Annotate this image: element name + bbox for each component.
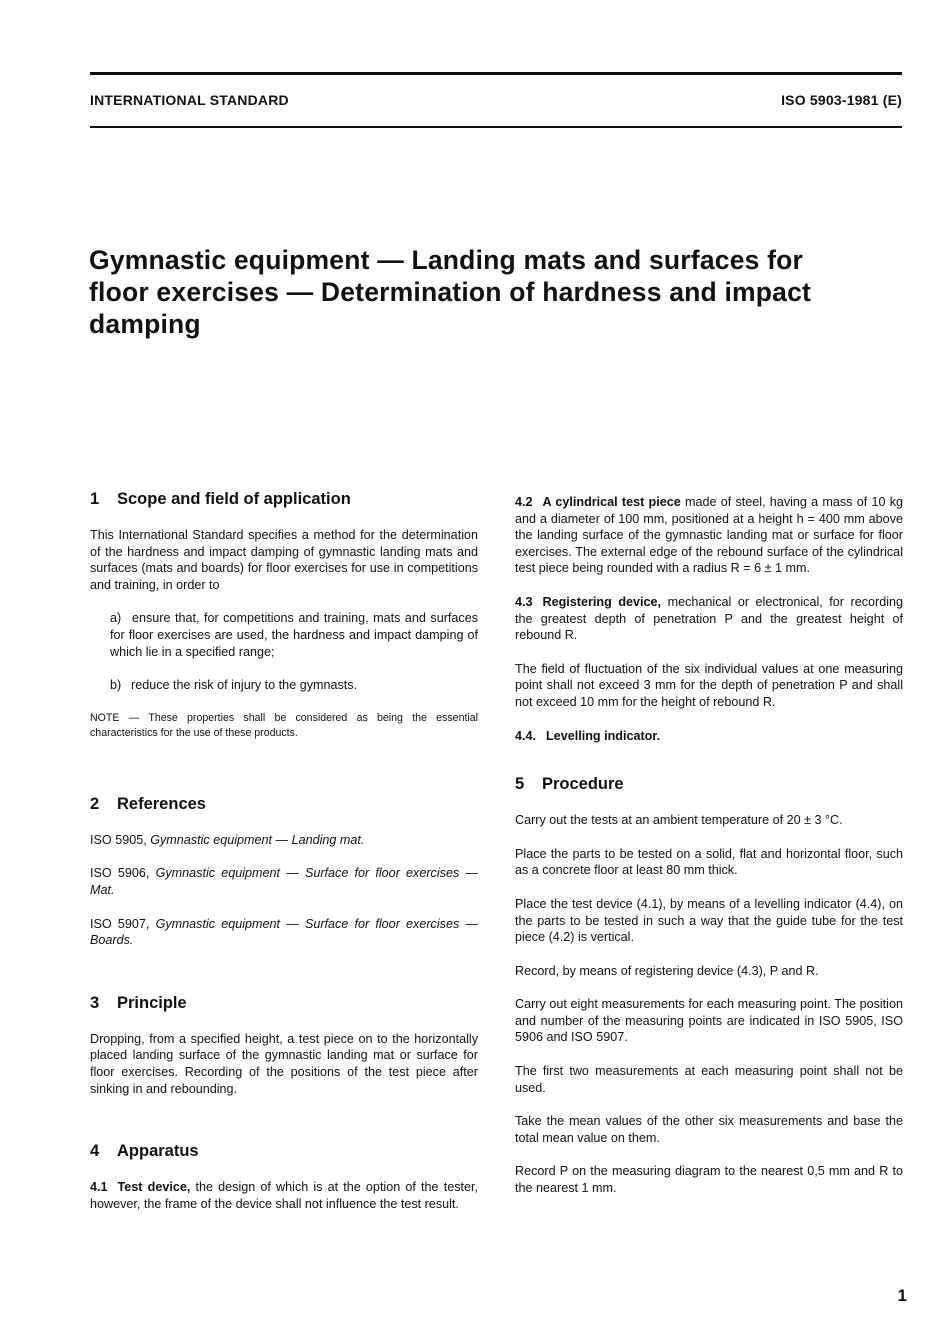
- procedure-paragraph: Record P on the measuring diagram to the nearest 0,5 mm and R to the nearest 1 mm.: [515, 1164, 903, 1196]
- section-number: 2: [90, 794, 100, 813]
- procedure-paragraph: Place the parts to be tested on a solid, flat and horizontal floor, such as a concrete floor at least 80 mm thick.: [515, 846, 903, 878]
- reference-title: Gymnastic equipment — Landing mat.: [150, 832, 365, 847]
- fluctuation-paragraph: The field of fluctuation of the six individual values at one measuring point shall not exceed 3 mm for the depth of penetration P and shall not exceed 10 mm for the height of rebound R.: [515, 661, 903, 709]
- title-line-3: damping: [89, 309, 201, 339]
- clause-lead: Levelling indicator.: [546, 728, 661, 743]
- reference-code: ISO 5907,: [90, 916, 150, 931]
- title-line-1: Gymnastic equipment — Landing mats and surfaces for: [89, 245, 804, 275]
- section-heading: [90, 993, 478, 1013]
- procedure-paragraph: Place the test device (4.1), by means of a levelling indicator (4.4), on the parts to be tested in such a way that the guide tube for the test piece (4.2) is vertical.: [515, 896, 903, 945]
- reference-item: [90, 865, 478, 898]
- reference-title: Gymnastic equipment — Surface for floor exercises — Boards.: [90, 916, 479, 948]
- clause-number: 4.3: [515, 594, 533, 609]
- clause-text: mechanical or electronical, for recording the greatest depth of penetration P and the greatest height of rebound R.: [515, 594, 904, 643]
- reference-title: Gymnastic equipment — Surface for floor exercises — Mat.: [90, 866, 479, 897]
- document-title: [89, 244, 909, 340]
- section-scope: [90, 489, 478, 742]
- section-number: 3: [90, 993, 100, 1012]
- header-standard-number: ISO 5903-1981 (E): [781, 92, 902, 108]
- page-number: 1: [897, 1286, 907, 1305]
- clause-4-3: [515, 594, 903, 644]
- clause-lead: A cylindrical test piece: [542, 495, 681, 509]
- reference-code: ISO 5906,: [90, 866, 150, 881]
- section-number: 1: [90, 490, 100, 508]
- section-number: 5: [515, 775, 525, 794]
- section-title: Procedure: [542, 775, 624, 794]
- principle-paragraph: Dropping, from a specified height, a test piece on to the horizontally placed landing surface of the gymnastic landing mat or surface for floor exercises. Recording of the positions of the test piece after sinking in and rebounding.: [90, 1031, 478, 1096]
- header-top-rule: [90, 72, 902, 75]
- section-apparatus: [90, 1141, 478, 1212]
- clause-number: 4.2: [515, 495, 533, 509]
- reference-code: ISO 5905,: [90, 832, 147, 847]
- reference-item: [90, 832, 478, 849]
- procedure-paragraph: Take the mean values of the other six measurements and base the total mean value on them.: [515, 1114, 903, 1145]
- header-bottom-rule: [90, 126, 902, 128]
- section-heading: [515, 774, 903, 794]
- section-principle: [90, 993, 478, 1097]
- list-item: b) reduce the risk of injury to the gymnasts.: [110, 678, 358, 693]
- clause-text: the design of which is at the option of the tester, however, the frame of the device shall not influence the test result.: [90, 1180, 478, 1211]
- clause-4-2: [515, 494, 903, 577]
- right-column: [515, 494, 903, 1214]
- clause-number: 4.4.: [515, 728, 537, 743]
- clause-lead: Test device,: [117, 1180, 191, 1195]
- section-title: Scope and field of application: [117, 490, 351, 508]
- reference-item: [90, 916, 478, 949]
- list-item: a) ensure that, for competitions and training, mats and surfaces for floor exercises are used, the hardness and impact damping of which lie in a specified range;: [110, 611, 478, 659]
- header-standard-type: INTERNATIONAL STANDARD: [90, 92, 289, 108]
- section-heading: [90, 1141, 478, 1161]
- section-title: References: [117, 794, 206, 813]
- clause-4-4: [515, 728, 903, 745]
- scope-note: NOTE — These properties shall be considered as being the essential characteristics for the use of these products.: [90, 711, 478, 740]
- section-title: Apparatus: [117, 1142, 199, 1161]
- section-procedure: [515, 774, 903, 1197]
- procedure-paragraph: Carry out the tests at an ambient temperature of 20 ± 3 °C.: [515, 813, 843, 828]
- clause-lead: Registering device,: [542, 594, 662, 609]
- title-line-2: floor exercises — Determination of hardness and impact: [89, 277, 812, 307]
- section-heading: [90, 489, 478, 509]
- section-heading: [90, 794, 478, 814]
- procedure-paragraph: Carry out eight measurements for each measuring point. The position and number of the measuring points are indicated in ISO 5905, ISO 5906 and ISO 5907.: [515, 997, 903, 1045]
- scope-paragraph: This International Standard specifies a method for the determination of the hardness and impact damping of gymnastic landing mats and surfaces (mats and boards) for floor exercises for use in competitions and training, in order to: [90, 528, 478, 592]
- procedure-paragraph: Record, by means of registering device (4.3), P and R.: [515, 963, 819, 978]
- procedure-paragraph: The first two measurements at each measuring point shall not be used.: [515, 1064, 903, 1095]
- scope-list: [90, 610, 478, 693]
- clause-number: 4.1: [90, 1180, 108, 1195]
- clause-text: made of steel, having a mass of 10 kg and a diameter of 100 mm, positioned at a height h = 400 mm above the landing surface of the gymnastic landing mat or surface for floor exercises. The external edge of the rebound surface of the cylindrical test piece being rounded with a radius R = 6 ± 1 mm.: [515, 495, 903, 576]
- section-title: Principle: [117, 993, 187, 1012]
- clause-4-1: [90, 1179, 478, 1212]
- left-column: [90, 489, 478, 1229]
- section-number: 4: [90, 1142, 100, 1161]
- section-references: [90, 794, 478, 949]
